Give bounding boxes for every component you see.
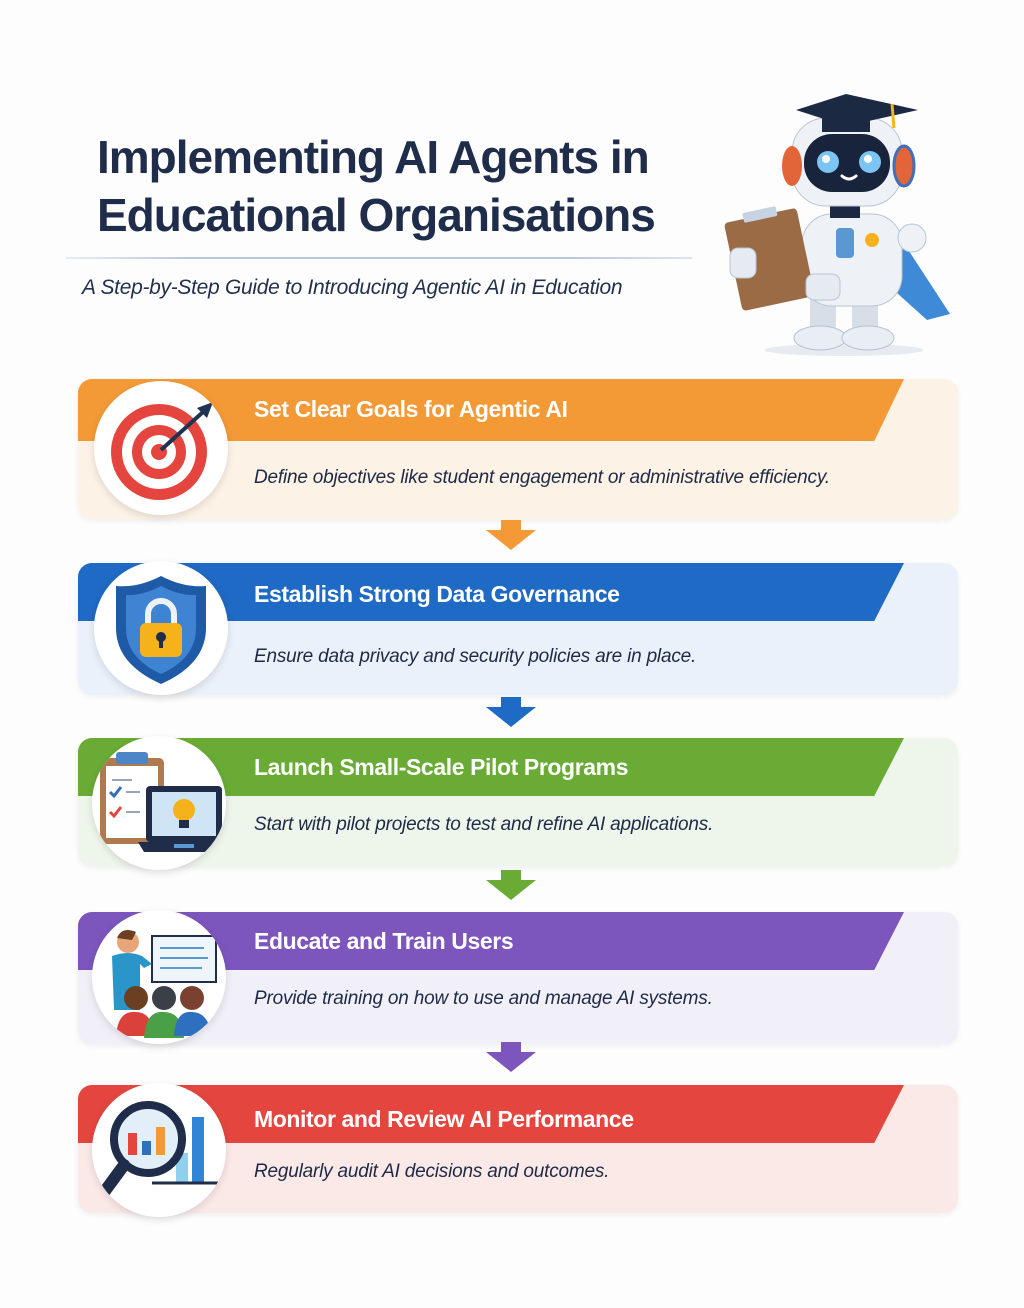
step-1-title: Set Clear Goals for Agentic AI — [254, 396, 568, 422]
training-presentation-icon — [92, 910, 226, 1044]
step-5-title: Monitor and Review AI Performance — [254, 1106, 634, 1132]
step-card-4 — [78, 912, 958, 1044]
step-card-3 — [78, 738, 958, 866]
title-divider — [66, 257, 692, 259]
step-card-5 — [78, 1085, 958, 1213]
step-5-description: Regularly audit AI decisions and outcomes. — [254, 1161, 610, 1182]
title-line-2: Educational Organisations — [97, 189, 655, 241]
step-1-description: Define objectives like student engagement or administrative efficiency. — [254, 467, 830, 488]
shield-lock-icon — [94, 561, 228, 695]
arrow-down-icon — [484, 870, 538, 900]
magnifier-chart-icon — [92, 1083, 226, 1217]
step-3-description: Start with pilot projects to test and refine AI applications. — [254, 814, 714, 835]
step-2-title: Establish Strong Data Governance — [254, 581, 620, 607]
target-icon — [94, 381, 228, 515]
step-4-title: Educate and Train Users — [254, 928, 514, 954]
arrow-down-icon — [484, 1042, 538, 1072]
page-title — [97, 128, 717, 244]
step-card-1 — [78, 379, 958, 519]
arrow-down-icon — [484, 520, 538, 550]
robot-graduate-icon — [722, 88, 962, 358]
step-4-description: Provide training on how to use and manage AI systems. — [254, 988, 713, 1009]
step-card-2 — [78, 563, 958, 695]
step-2-description: Ensure data privacy and security policies are in place. — [254, 646, 697, 667]
title-line-1: Implementing AI Agents in — [97, 131, 649, 183]
step-3-title: Launch Small-Scale Pilot Programs — [254, 754, 629, 780]
arrow-down-icon — [484, 697, 538, 727]
page-subtitle: A Step-by-Step Guide to Introducing Agentic AI in Education — [82, 276, 623, 299]
pilot-laptop-icon — [92, 736, 226, 870]
